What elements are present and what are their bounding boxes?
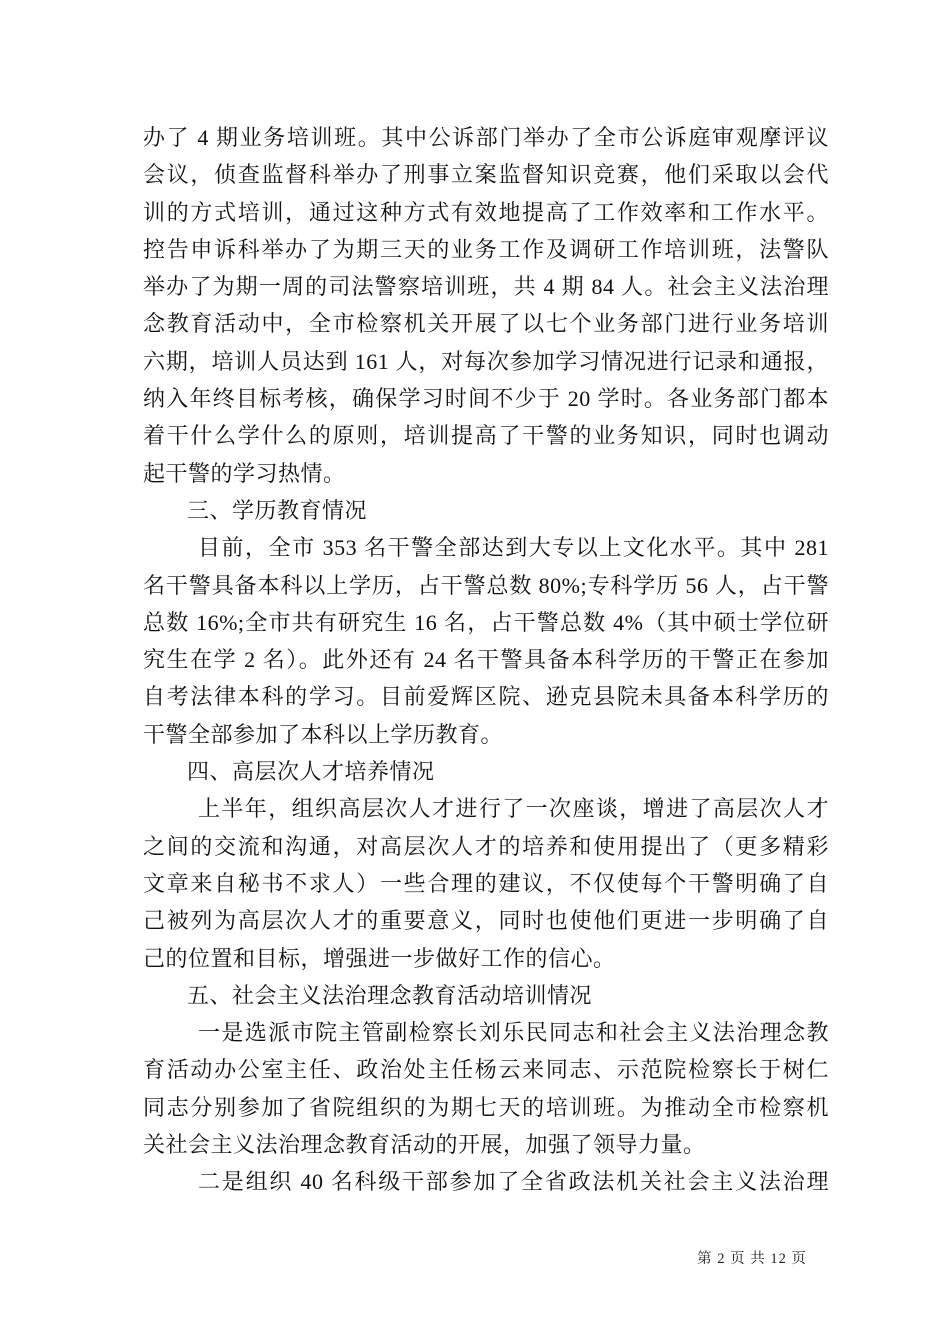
text-line: 究生在学 2 名）。此外还有 24 名干警具备本科学历的干警正在参加 <box>143 647 829 673</box>
text-line: 二是组织 40 名科级干部参加了全省政法机关社会主义法治理 <box>198 1169 829 1195</box>
text-line: 同志分别参加了省院组织的为期七天的培训班。为推动全市检察机 <box>143 1094 829 1120</box>
page-number: 第 2 页 共 12 页 <box>697 1251 807 1267</box>
text-line: 文章来自秘书不求人）一些合理的建议，不仅使每个干警明确了自 <box>143 870 829 896</box>
text-line: 之间的交流和沟通，对高层次人才的培养和使用提出了（更多精彩 <box>143 833 829 859</box>
text-line: 训的方式培训，通过这种方式有效地提高了工作效率和工作水平。 <box>143 199 829 225</box>
text-line: 总数 16%;全市共有研究生 16 名，占干警总数 4%（其中硕士学位研 <box>143 609 829 635</box>
section-heading: 三、学历教育情况 <box>187 497 368 523</box>
text-line: 己的位置和目标，增强进一步做好工作的信心。 <box>143 945 616 971</box>
text-line: 着干什么学什么的原则，培训提高了干警的业务知识，同时也调动 <box>143 423 829 449</box>
text-line: 育活动办公室主任、政治处主任杨云来同志、示范院检察长于树仁 <box>143 1057 829 1083</box>
text-line: 关社会主义法治理念教育活动的开展，加强了领导力量。 <box>143 1132 706 1158</box>
text-line: 自考法律本科的学习。目前爱辉区院、逊克县院未具备本科学历的 <box>143 684 829 710</box>
text-line: 己被列为高层次人才的重要意义，同时也使他们更进一步明确了自 <box>143 908 829 934</box>
text-line: 举办了为期一周的司法警察培训班，共 4 期 84 人。社会主义法治理 <box>143 274 829 300</box>
text-line: 会议，侦查监督科举办了刑事立案监督知识竞赛，他们采取以会代 <box>143 162 829 188</box>
text-line: 念教育活动中，全市检察机关开展了以七个业务部门进行业务培训 <box>143 311 829 337</box>
section-heading: 四、高层次人才培养情况 <box>187 759 435 785</box>
text-line: 名干警具备本科以上学历，占干警总数 80%;专科学历 56 人，占干警 <box>143 572 829 598</box>
text-line: 起干警的学习热情。 <box>143 460 346 486</box>
text-line: 一是选派市院主管副检察长刘乐民同志和社会主义法治理念教 <box>198 1020 829 1046</box>
text-line: 六期，培训人员达到 161 人，对每次参加学习情况进行记录和通报， <box>143 348 829 374</box>
section-heading: 五、社会主义法治理念教育活动培训情况 <box>187 982 593 1008</box>
text-line: 纳入年终目标考核，确保学习时间不少于 20 学时。各业务部门都本 <box>143 386 829 412</box>
text-line: 目前，全市 353 名干警全部达到大专以上文化水平。其中 281 <box>198 535 829 561</box>
text-line: 上半年，组织高层次人才进行了一次座谈，增进了高层次人才 <box>198 796 829 822</box>
document-body <box>143 119 829 1201</box>
text-line: 控告申诉科举办了为期三天的业务工作及调研工作培训班，法警队 <box>143 236 829 262</box>
text-line: 干警全部参加了本科以上学历教育。 <box>143 721 504 747</box>
text-line: 办了 4 期业务培训班。其中公诉部门举办了全市公诉庭审观摩评议 <box>143 125 829 150</box>
